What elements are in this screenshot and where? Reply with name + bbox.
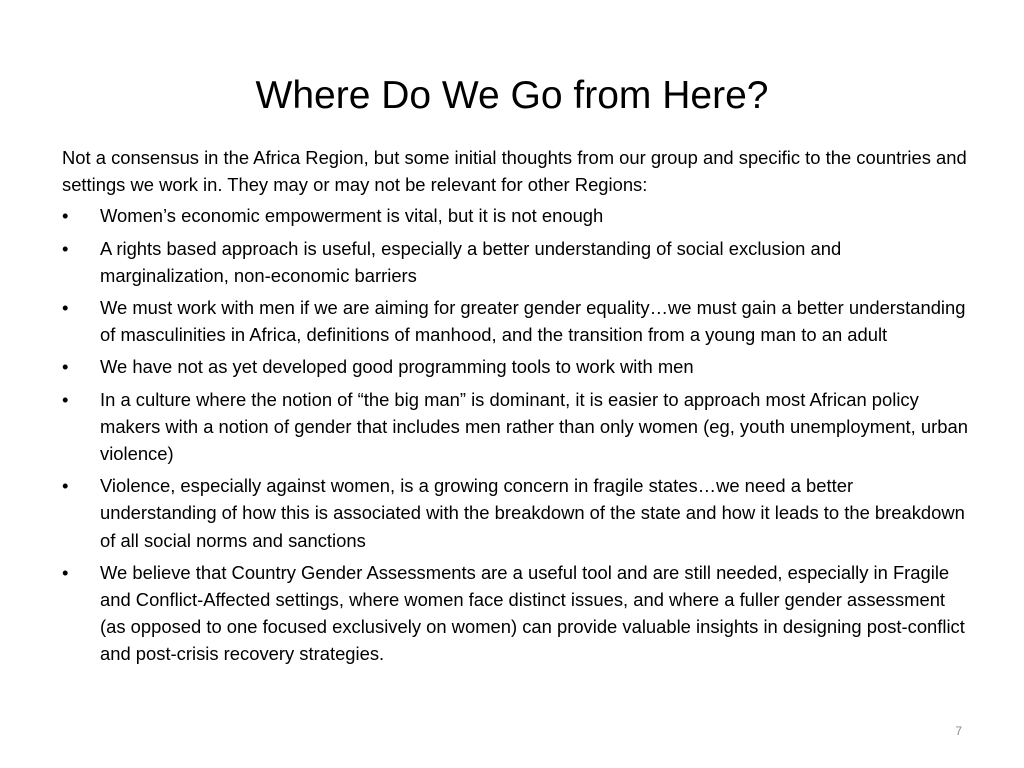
bullet-item bbox=[62, 559, 968, 668]
bullet-icon: • bbox=[62, 388, 69, 410]
bullet-icon: • bbox=[62, 205, 69, 227]
slide-title: Where Do We Go from Here? bbox=[255, 74, 769, 117]
bullet-item bbox=[62, 202, 968, 229]
bullet-text: Violence, especially against women, is a growing concern in fragile states…we need a better understanding of how this is associated with the breakdown of the state and how it leads to the breakdown of all social norms and sanctions bbox=[100, 475, 965, 551]
bullet-text: Women’s economic empowerment is vital, but it is not enough bbox=[100, 205, 604, 227]
page-number: 7 bbox=[955, 724, 962, 738]
bullet-text: A rights based approach is useful, especially a better understanding of social exclusion and marginalization, non-economic barriers bbox=[100, 237, 842, 286]
bullet-icon: • bbox=[62, 475, 69, 497]
bullet-text: We have not as yet developed good programming tools to work with men bbox=[100, 356, 694, 378]
bullet-icon: • bbox=[62, 356, 69, 378]
bullet-icon: • bbox=[62, 297, 69, 319]
bullet-text: We must work with men if we are aiming for greater gender equality…we must gain a better understanding of masculinities in Africa, definitions of manhood, and the transition from a young man to an adult bbox=[100, 297, 966, 346]
bullet-icon: • bbox=[62, 561, 69, 583]
intro-paragraph: Not a consensus in the Africa Region, but some initial thoughts from our group and specific to the countries and settings we work in. They may or may not be relevant for other Regions: bbox=[62, 147, 967, 196]
bullet-item bbox=[62, 235, 968, 289]
bullet-text: We believe that Country Gender Assessments are a useful tool and are still needed, especially in Fragile and Conflict-Affected settings, where women face distinct issues, and where a fuller gender assessment (as opposed to one focused exclusively on women) can provide valuable insights in designing post-conflict and post-crisis recovery strategies. bbox=[100, 561, 965, 665]
bullet-item bbox=[62, 472, 968, 554]
bullet-item bbox=[62, 294, 968, 348]
bullet-list bbox=[62, 202, 968, 667]
bullet-icon: • bbox=[62, 237, 69, 259]
bullet-item bbox=[62, 353, 968, 380]
bullet-text: In a culture where the notion of “the big man” is dominant, it is easier to approach most African policy makers with a notion of gender that includes men rather than only women (eg, youth unemployment, urban violence) bbox=[100, 388, 968, 465]
bullet-item bbox=[62, 386, 968, 468]
slide-body bbox=[62, 144, 968, 673]
